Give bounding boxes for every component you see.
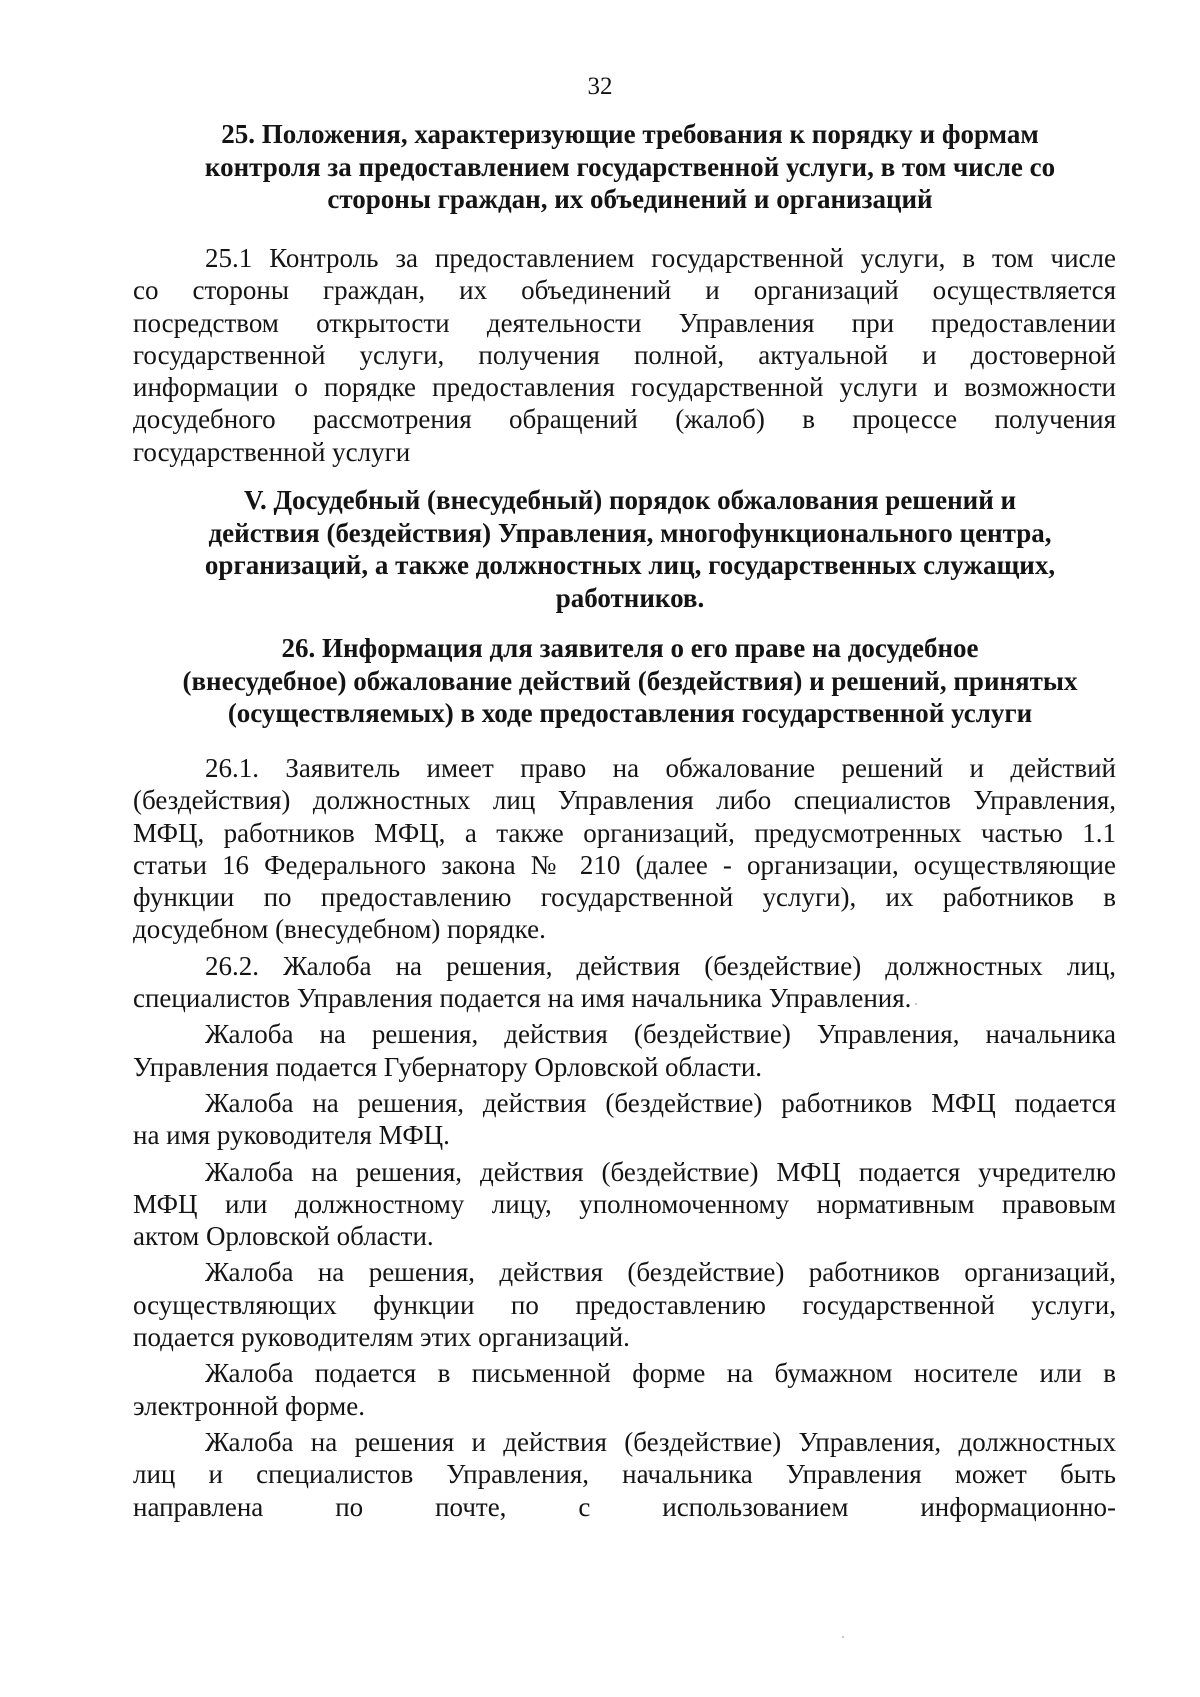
section-v-heading (150, 484, 1110, 614)
heading-line: V. Досудебный (внесудебный) порядок обжалования решений и (243, 485, 1017, 515)
text-line: государственной услуги, получения полной, актуальной и достоверной (133, 339, 1116, 370)
text-line: направлена по почте, с использованием информационно- (133, 1491, 1116, 1522)
text-line: Жалоба на решения, действия (бездействие) Управления, начальника (205, 1019, 1116, 1050)
heading-line: организаций, а также должностных лиц, государственных служащих, (204, 550, 1056, 580)
text-line: подается руководителям этих организаций. (133, 1322, 630, 1353)
text-line: досудебном (внесудебном) порядке. (133, 914, 546, 945)
paragraph-25-1 (133, 242, 1116, 468)
scan-speck (842, 1636, 844, 1638)
text-line: 26.1. Заявитель имеет право на обжалование решений и действий (205, 753, 1116, 783)
text-line: статьи 16 Федерального закона № 210 (далее - организации, осуществляющие (133, 849, 1116, 880)
text-line: 25.1 Контроль за предоставлением государственной услуги, в том числе (205, 243, 1116, 273)
text-line: информации о порядке предоставления государственной услуги и возможности (133, 372, 1116, 403)
text-line: МФЦ, работников МФЦ, а также организаций, предусмотренных частью 1.1 (133, 817, 1116, 848)
heading-line: контроля за предоставлением государственной услуги, в том числе со (204, 151, 1056, 182)
text-line: Жалоба на решения, действия (бездействие) МФЦ подается учредителю (205, 1156, 1116, 1187)
scan-speck (915, 1003, 917, 1005)
text-line: лиц и специалистов Управления, начальника Управления может быть (133, 1459, 1116, 1490)
text-line: досудебного рассмотрения обращений (жалоб) в процессе получения (133, 404, 1116, 435)
heading-line: стороны граждан, их объединений и организаций (327, 184, 933, 214)
heading-line: (внесудебное) обжалование действий (бездействия) и решений, принятых (182, 665, 1078, 696)
heading-line: (осуществляемых) в ходе предоставления государственной услуги (227, 698, 1033, 728)
heading-line: 26. Информация для заявителя о его праве на досудебное (281, 633, 979, 663)
text-line: актом Орловской области. (133, 1221, 434, 1252)
heading-line: действия (бездействия) Управления, многофункционального центра, (208, 517, 1052, 548)
text-line: электронной форме. (133, 1390, 365, 1421)
section-26-heading (150, 632, 1110, 730)
heading-line: работников. (555, 582, 705, 613)
text-line: посредством открытости деятельности Управления при предоставлении (133, 307, 1116, 338)
text-line: (бездействия) должностных лиц Управления либо специалистов Управления, (133, 785, 1116, 816)
text-line: государственной услуги (133, 436, 411, 467)
text-line: 26.2. Жалоба на решения, действия (бездействие) должностных лиц, (205, 950, 1116, 981)
text-line: МФЦ или должностному лицу, уполномоченному нормативным правовым (133, 1188, 1116, 1219)
text-line: Жалоба на решения, действия (бездействие) работников МФЦ подается (205, 1087, 1116, 1118)
text-line: Управления подается Губернатору Орловской области. (133, 1051, 763, 1082)
text-line: Жалоба на решения и действия (бездействие) Управления, должностных (205, 1426, 1116, 1457)
text-line: Жалоба на решения, действия (бездействие) работников организаций, (205, 1257, 1116, 1288)
text-line: на имя руководителя МФЦ. (133, 1120, 450, 1151)
text-line: специалистов Управления подается на имя начальника Управления. (133, 983, 912, 1014)
page-number: 32 (587, 73, 613, 100)
section-26-body (133, 752, 1116, 1523)
text-line: функции по предоставлению государственной услуги), их работников в (133, 882, 1116, 913)
text-line: осуществляющих функции по предоставлению государственной услуги, (133, 1289, 1116, 1320)
text-line: Жалоба подается в письменной форме на бумажном носителе или в (205, 1358, 1116, 1389)
section-25-heading (150, 118, 1110, 216)
text-line: со стороны граждан, их объединений и организаций осуществляется (133, 275, 1116, 306)
heading-line: 25. Положения, характеризующие требования к порядку и формам (221, 119, 1039, 149)
